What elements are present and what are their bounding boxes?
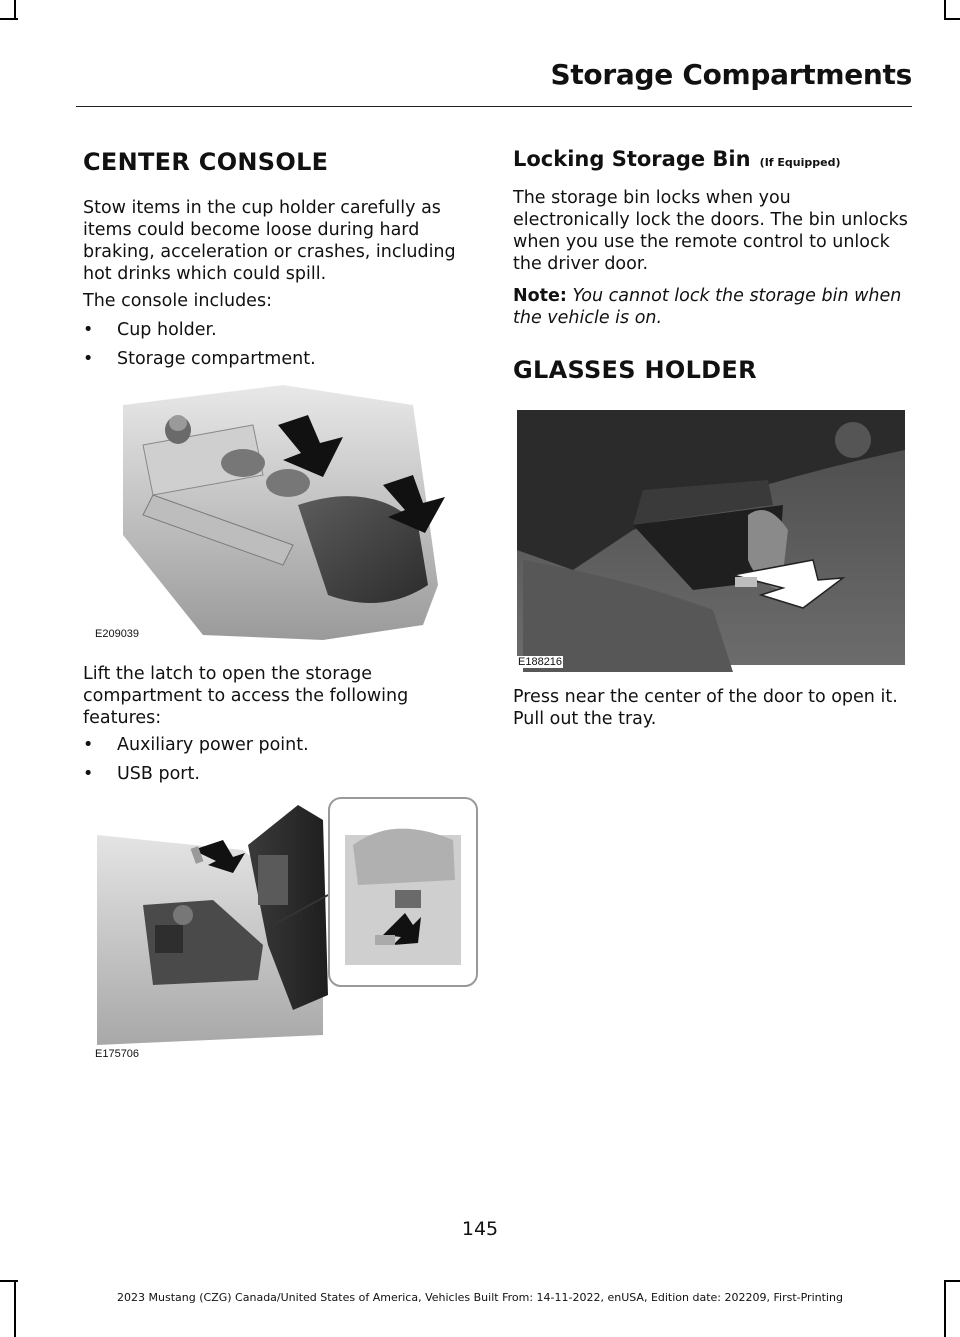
- glasses-holder-heading: GLASSES HOLDER: [513, 356, 757, 384]
- glasses-holder-drawing: [513, 410, 905, 672]
- storage-compartment-drawing: [83, 795, 478, 1065]
- if-equipped-qualifier: (If Equipped): [759, 156, 841, 169]
- bullet-dot: •: [83, 320, 94, 340]
- note-paragraph: [513, 285, 908, 329]
- bullet-dot: •: [83, 735, 94, 755]
- console-drawing: [83, 385, 478, 645]
- crop-mark: [944, 0, 946, 20]
- page-number: 145: [461, 1218, 499, 1240]
- center-console-heading: CENTER CONSOLE: [83, 148, 329, 176]
- intro-paragraph: Stow items in the cup holder carefully as items could become loose during hard braking, acceleration or crashes, including hot drinks which could spill.: [83, 198, 456, 284]
- figure-code: E175706: [95, 1048, 140, 1060]
- crop-mark: [944, 1280, 960, 1282]
- crop-mark: [0, 18, 18, 20]
- locking-paragraph: The storage bin locks when you electronically lock the doors. The bin unlocks when you use the remote control to unlock the driver door.: [513, 188, 908, 274]
- crop-mark: [0, 1280, 18, 1282]
- bullet-dot: •: [83, 349, 94, 369]
- latch-paragraph: Lift the latch to open the storage compartment to access the following features:: [83, 664, 409, 728]
- locking-heading-text: Locking Storage Bin: [513, 147, 751, 171]
- edition-line: 2023 Mustang (CZG) Canada/United States of America, Vehicles Built From: 14-11-2022, enUSA, Edition date: 202209, First-Printing: [117, 1291, 843, 1304]
- list-item-text: Auxiliary power point.: [117, 735, 309, 755]
- page-title: Storage Compartments: [550, 58, 912, 91]
- figure-code: E209039: [95, 628, 140, 640]
- note-text: You cannot lock the storage bin when the vehicle is on.: [513, 286, 902, 328]
- console-illustration: [83, 385, 478, 645]
- header-divider: [76, 106, 912, 107]
- crop-mark: [944, 18, 960, 20]
- glasses-holder-illustration: [513, 410, 905, 672]
- console-includes-text: The console includes:: [83, 291, 272, 311]
- bullet-dot: •: [83, 764, 94, 784]
- storage-compartment-illustration: [83, 795, 478, 1065]
- locking-storage-bin-heading: [513, 147, 841, 171]
- glasses-paragraph: Press near the center of the door to open it. Pull out the tray.: [513, 687, 898, 729]
- note-label: Note:: [513, 286, 567, 306]
- crop-mark: [944, 1280, 946, 1337]
- list-item-text: Storage compartment.: [117, 349, 316, 369]
- list-item-text: Cup holder.: [117, 320, 217, 340]
- crop-mark: [14, 1280, 16, 1337]
- list-item-text: USB port.: [117, 764, 200, 784]
- figure-code: E188216: [518, 656, 563, 668]
- crop-mark: [14, 0, 16, 20]
